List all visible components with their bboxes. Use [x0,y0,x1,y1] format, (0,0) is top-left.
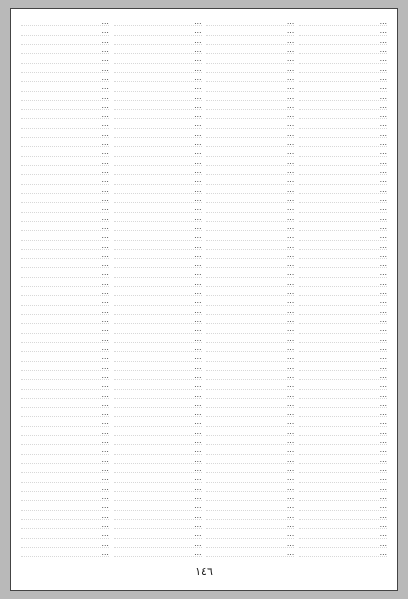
name-entry: … [114,185,202,194]
name-entry: … [21,26,109,35]
name-entry: … [21,417,109,426]
name-entry: … [21,520,109,529]
page-number: ١٤٦ [195,565,213,578]
name-entry: … [114,250,202,259]
name-entry: … [114,231,202,240]
name-entry: … [299,166,387,175]
name-entry: … [299,390,387,399]
name-entry: … [299,492,387,501]
name-entry: … [206,147,294,156]
name-entry: … [206,250,294,259]
name-entry: … [114,268,202,277]
name-entry: … [21,427,109,436]
name-entry: … [299,203,387,212]
name-entry: … [299,548,387,557]
name-entry: … [114,278,202,287]
name-entry: … [206,520,294,529]
name-entry: … [114,511,202,520]
name-entry: … [299,110,387,119]
name-entry: … [206,408,294,417]
name-entry: … [114,343,202,352]
name-entry: … [299,511,387,520]
name-column-1 [299,17,387,557]
name-column-4 [21,17,109,557]
name-entry: … [206,101,294,110]
name-entry: … [21,92,109,101]
name-entry: … [21,129,109,138]
name-entry: … [206,110,294,119]
name-entry: … [114,259,202,268]
name-entry: … [21,203,109,212]
name-entry: … [21,259,109,268]
name-entry: … [206,185,294,194]
name-entry: … [114,101,202,110]
name-entry: … [114,36,202,45]
name-entry: … [206,417,294,426]
name-entry: … [114,548,202,557]
name-entry: … [299,334,387,343]
name-entry: … [206,455,294,464]
name-entry: … [21,455,109,464]
name-entry: … [114,119,202,128]
name-entry: … [299,436,387,445]
name-entry: … [206,324,294,333]
name-entry: … [299,306,387,315]
name-entry: … [21,473,109,482]
name-entry: … [206,287,294,296]
name-entry: … [114,324,202,333]
name-entry: … [299,417,387,426]
name-entry: … [21,483,109,492]
name-entry: … [206,259,294,268]
name-entry: … [21,539,109,548]
name-entry: … [114,17,202,26]
name-entry: … [206,194,294,203]
name-entry: … [206,352,294,361]
name-entry: … [114,129,202,138]
name-entry: … [299,119,387,128]
name-entry: … [114,501,202,510]
name-entry: … [114,520,202,529]
name-entry: … [114,296,202,305]
name-entry: … [206,483,294,492]
name-entry: … [299,213,387,222]
name-entry: … [21,64,109,73]
name-entry: … [299,101,387,110]
name-entry: … [21,147,109,156]
name-entry: … [299,324,387,333]
name-entry: … [21,194,109,203]
name-entry: … [114,45,202,54]
name-entry: … [206,399,294,408]
name-entry: … [114,455,202,464]
name-entry: … [21,166,109,175]
name-entry: … [206,362,294,371]
name-entry: … [114,539,202,548]
name-entry: … [114,352,202,361]
name-entry: … [206,529,294,538]
name-entry: … [21,250,109,259]
name-entry: … [206,501,294,510]
name-entry: … [114,362,202,371]
name-entry: … [206,222,294,231]
name-entry: … [299,138,387,147]
name-entry: … [206,213,294,222]
name-entry: … [299,278,387,287]
name-entry: … [114,427,202,436]
name-entry: … [206,17,294,26]
name-entry: … [21,222,109,231]
name-entry: … [21,445,109,454]
name-entry: … [21,268,109,277]
name-entry: … [114,306,202,315]
name-entry: … [114,82,202,91]
name-entry: … [21,464,109,473]
name-entry: … [206,26,294,35]
name-entry: … [299,343,387,352]
name-entry: … [114,390,202,399]
name-entry: … [114,147,202,156]
name-entry: … [299,17,387,26]
name-entry: … [299,157,387,166]
name-entry: … [299,222,387,231]
name-entry: … [21,343,109,352]
name-entry: … [299,259,387,268]
name-entry: … [206,92,294,101]
name-entry: … [299,380,387,389]
name-entry: … [21,36,109,45]
name-entry: … [206,511,294,520]
name-entry: … [206,371,294,380]
name-entry: … [21,371,109,380]
name-entry: … [114,417,202,426]
name-entry: … [299,175,387,184]
name-entry: … [206,175,294,184]
name-list [21,17,387,557]
name-entry: … [21,287,109,296]
name-entry: … [206,157,294,166]
name-entry: … [114,73,202,82]
name-entry: … [206,306,294,315]
name-entry: … [21,334,109,343]
name-entry: … [299,371,387,380]
name-entry: … [206,45,294,54]
name-entry: … [299,54,387,63]
document-page [10,8,398,591]
name-entry: … [299,529,387,538]
name-entry: … [299,73,387,82]
name-entry: … [21,548,109,557]
name-entry: … [114,166,202,175]
name-entry: … [206,445,294,454]
name-entry: … [299,464,387,473]
name-entry: … [114,399,202,408]
name-entry: … [21,138,109,147]
name-entry: … [21,119,109,128]
name-entry: … [206,36,294,45]
name-entry: … [299,36,387,45]
name-entry: … [299,194,387,203]
name-entry: … [21,45,109,54]
name-entry: … [21,492,109,501]
name-entry: … [299,250,387,259]
name-entry: … [299,268,387,277]
name-entry: … [206,390,294,399]
name-entry: … [114,138,202,147]
name-entry: … [21,213,109,222]
name-entry: … [21,436,109,445]
name-entry: … [114,315,202,324]
name-entry: … [114,464,202,473]
name-entry: … [206,492,294,501]
name-entry: … [21,231,109,240]
name-entry: … [21,380,109,389]
name-entry: … [299,82,387,91]
name-entry: … [206,427,294,436]
name-entry: … [114,26,202,35]
name-entry: … [299,45,387,54]
name-entry: … [21,501,109,510]
name-entry: … [21,278,109,287]
name-entry: … [114,492,202,501]
name-entry: … [114,157,202,166]
name-entry: … [206,296,294,305]
name-entry: … [21,296,109,305]
name-entry: … [21,511,109,520]
name-entry: … [114,408,202,417]
name-entry: … [21,17,109,26]
name-entry: … [299,296,387,305]
name-entry: … [114,436,202,445]
name-entry: … [299,315,387,324]
name-entry: … [21,110,109,119]
name-entry: … [114,175,202,184]
name-entry: … [21,101,109,110]
name-entry: … [114,287,202,296]
name-entry: … [206,278,294,287]
name-entry: … [206,343,294,352]
name-entry: … [206,166,294,175]
name-entry: … [114,54,202,63]
name-entry: … [299,64,387,73]
name-entry: … [299,539,387,548]
name-entry: … [114,473,202,482]
name-entry: … [299,473,387,482]
name-entry: … [206,64,294,73]
name-entry: … [21,352,109,361]
name-entry: … [299,92,387,101]
name-entry: … [206,138,294,147]
name-entry: … [21,54,109,63]
name-entry: … [299,231,387,240]
name-entry: … [206,473,294,482]
name-entry: … [206,73,294,82]
name-entry: … [299,287,387,296]
name-entry: … [206,231,294,240]
name-entry: … [114,334,202,343]
name-entry: … [299,455,387,464]
name-entry: … [21,362,109,371]
name-entry: … [114,380,202,389]
name-entry: … [21,529,109,538]
name-entry: … [206,548,294,557]
name-entry: … [206,539,294,548]
name-entry: … [21,399,109,408]
name-entry: … [114,194,202,203]
name-entry: … [206,119,294,128]
name-entry: … [299,147,387,156]
name-column-2 [206,17,294,557]
name-entry: … [206,82,294,91]
name-entry: … [21,408,109,417]
name-entry: … [299,362,387,371]
name-entry: … [114,64,202,73]
name-entry: … [21,315,109,324]
name-entry: … [206,203,294,212]
name-entry: … [114,203,202,212]
name-entry: … [114,529,202,538]
name-entry: … [21,241,109,250]
name-entry: … [299,445,387,454]
name-entry: … [299,26,387,35]
name-entry: … [114,110,202,119]
name-entry: … [206,241,294,250]
name-entry: … [299,241,387,250]
name-entry: … [114,483,202,492]
name-entry: … [21,306,109,315]
name-entry: … [21,73,109,82]
name-entry: … [299,501,387,510]
name-entry: … [299,520,387,529]
name-entry: … [21,175,109,184]
name-entry: … [206,315,294,324]
name-entry: … [21,157,109,166]
name-entry: … [206,129,294,138]
name-entry: … [206,54,294,63]
name-column-3 [114,17,202,557]
name-entry: … [114,371,202,380]
name-entry: … [206,268,294,277]
name-entry: … [21,390,109,399]
name-entry: … [206,380,294,389]
name-entry: … [299,408,387,417]
name-entry: … [21,324,109,333]
name-entry: … [299,129,387,138]
name-entry: … [21,82,109,91]
name-entry: … [206,436,294,445]
name-entry: … [114,92,202,101]
name-entry: … [299,352,387,361]
name-entry: … [114,241,202,250]
name-entry: … [114,213,202,222]
name-entry: … [299,427,387,436]
name-entry: … [114,222,202,231]
name-entry: … [299,399,387,408]
name-entry: … [21,185,109,194]
name-entry: … [299,483,387,492]
name-entry: … [114,445,202,454]
name-entry: … [206,334,294,343]
name-entry: … [299,185,387,194]
name-entry: … [206,464,294,473]
